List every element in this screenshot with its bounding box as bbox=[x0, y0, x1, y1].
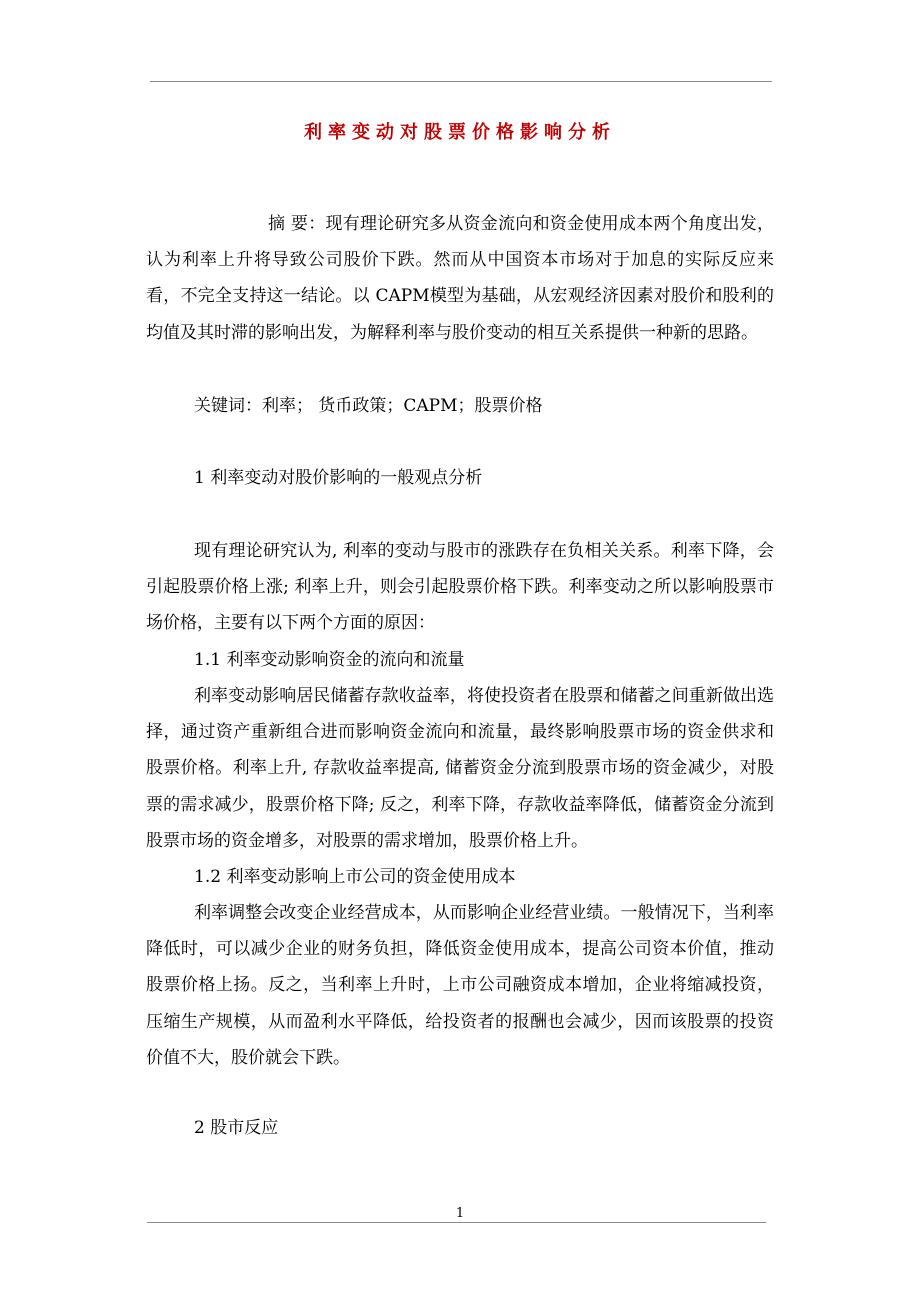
page-number: 1 bbox=[455, 1206, 465, 1221]
subsection-1-1-paragraph: 利率变动影响居民储蓄存款收益率，将使投资者在股票和储蓄之间重新做出选择，通过资产重新组合进而影响资金流向和流量，最终影响股票市场的资金供求和股票价格。利率上升, 存款收益率提高, 储蓄资金分流到股票市场的资金减少，对股票的需求减少，股票价格下降; 反之，利率下降，存款收益率降低，储蓄资金分流到股票市场的资金增多，对股票的需求增加，股票价格上升。 bbox=[146, 686, 774, 851]
subsection-1-2-paragraph: 利率调整会改变企业经营成本，从而影响企业经营业绩。一般情况下，当利率降低时，可以减少企业的财务负担，降低资金使用成本，提高公司资本价值，推动股票价格上扬。反之，当利率上升时，上市公司融资成本增加，企业将缩减投资，压缩生产规模，从而盈利水平降低，给投资者的报酬也会减少，因而该股票的投资价值不大，股价就会下跌。 bbox=[146, 903, 774, 1068]
section-1-paragraph: 现有理论研究认为, 利率的变动与股市的涨跌存在负相关关系。利率下降，会引起股票价格上涨; 利率上升，则会引起股票价格下跌。利率变动之所以影响股票市场价格，主要有以下两个方面的原因： bbox=[146, 541, 774, 634]
document-title: 利率变动对股票价格影响分析 bbox=[304, 122, 616, 143]
header-rule bbox=[150, 81, 772, 82]
section-2-heading: 2 股市反应 bbox=[194, 1118, 279, 1138]
section-1-heading: 1 利率变动对股价影响的一般观点分析 bbox=[194, 468, 483, 488]
subsection-1-1-heading: 1.1 利率变动影响资金的流向和流量 bbox=[194, 650, 465, 670]
keywords-line: 关键词：利率； 货币政策；CAPM；股票价格 bbox=[194, 396, 543, 416]
subsection-1-2-heading: 1.2 利率变动影响上市公司的资金使用成本 bbox=[194, 867, 516, 887]
footer-rule bbox=[147, 1222, 766, 1223]
abstract-paragraph: 摘 要：现有理论研究多从资金流向和资金使用成本两个角度出发，认为利率上升将导致公司股价下跌。然而从中国资本市场对于加息的实际反应来看，不完全支持这一结论。以 CAPM模型为基础，从宏观经济因素对股价和股利的均值及其时滞的影响出发，为解释利率与股价变动的相互关系提供一种新的思路。 bbox=[146, 214, 774, 343]
